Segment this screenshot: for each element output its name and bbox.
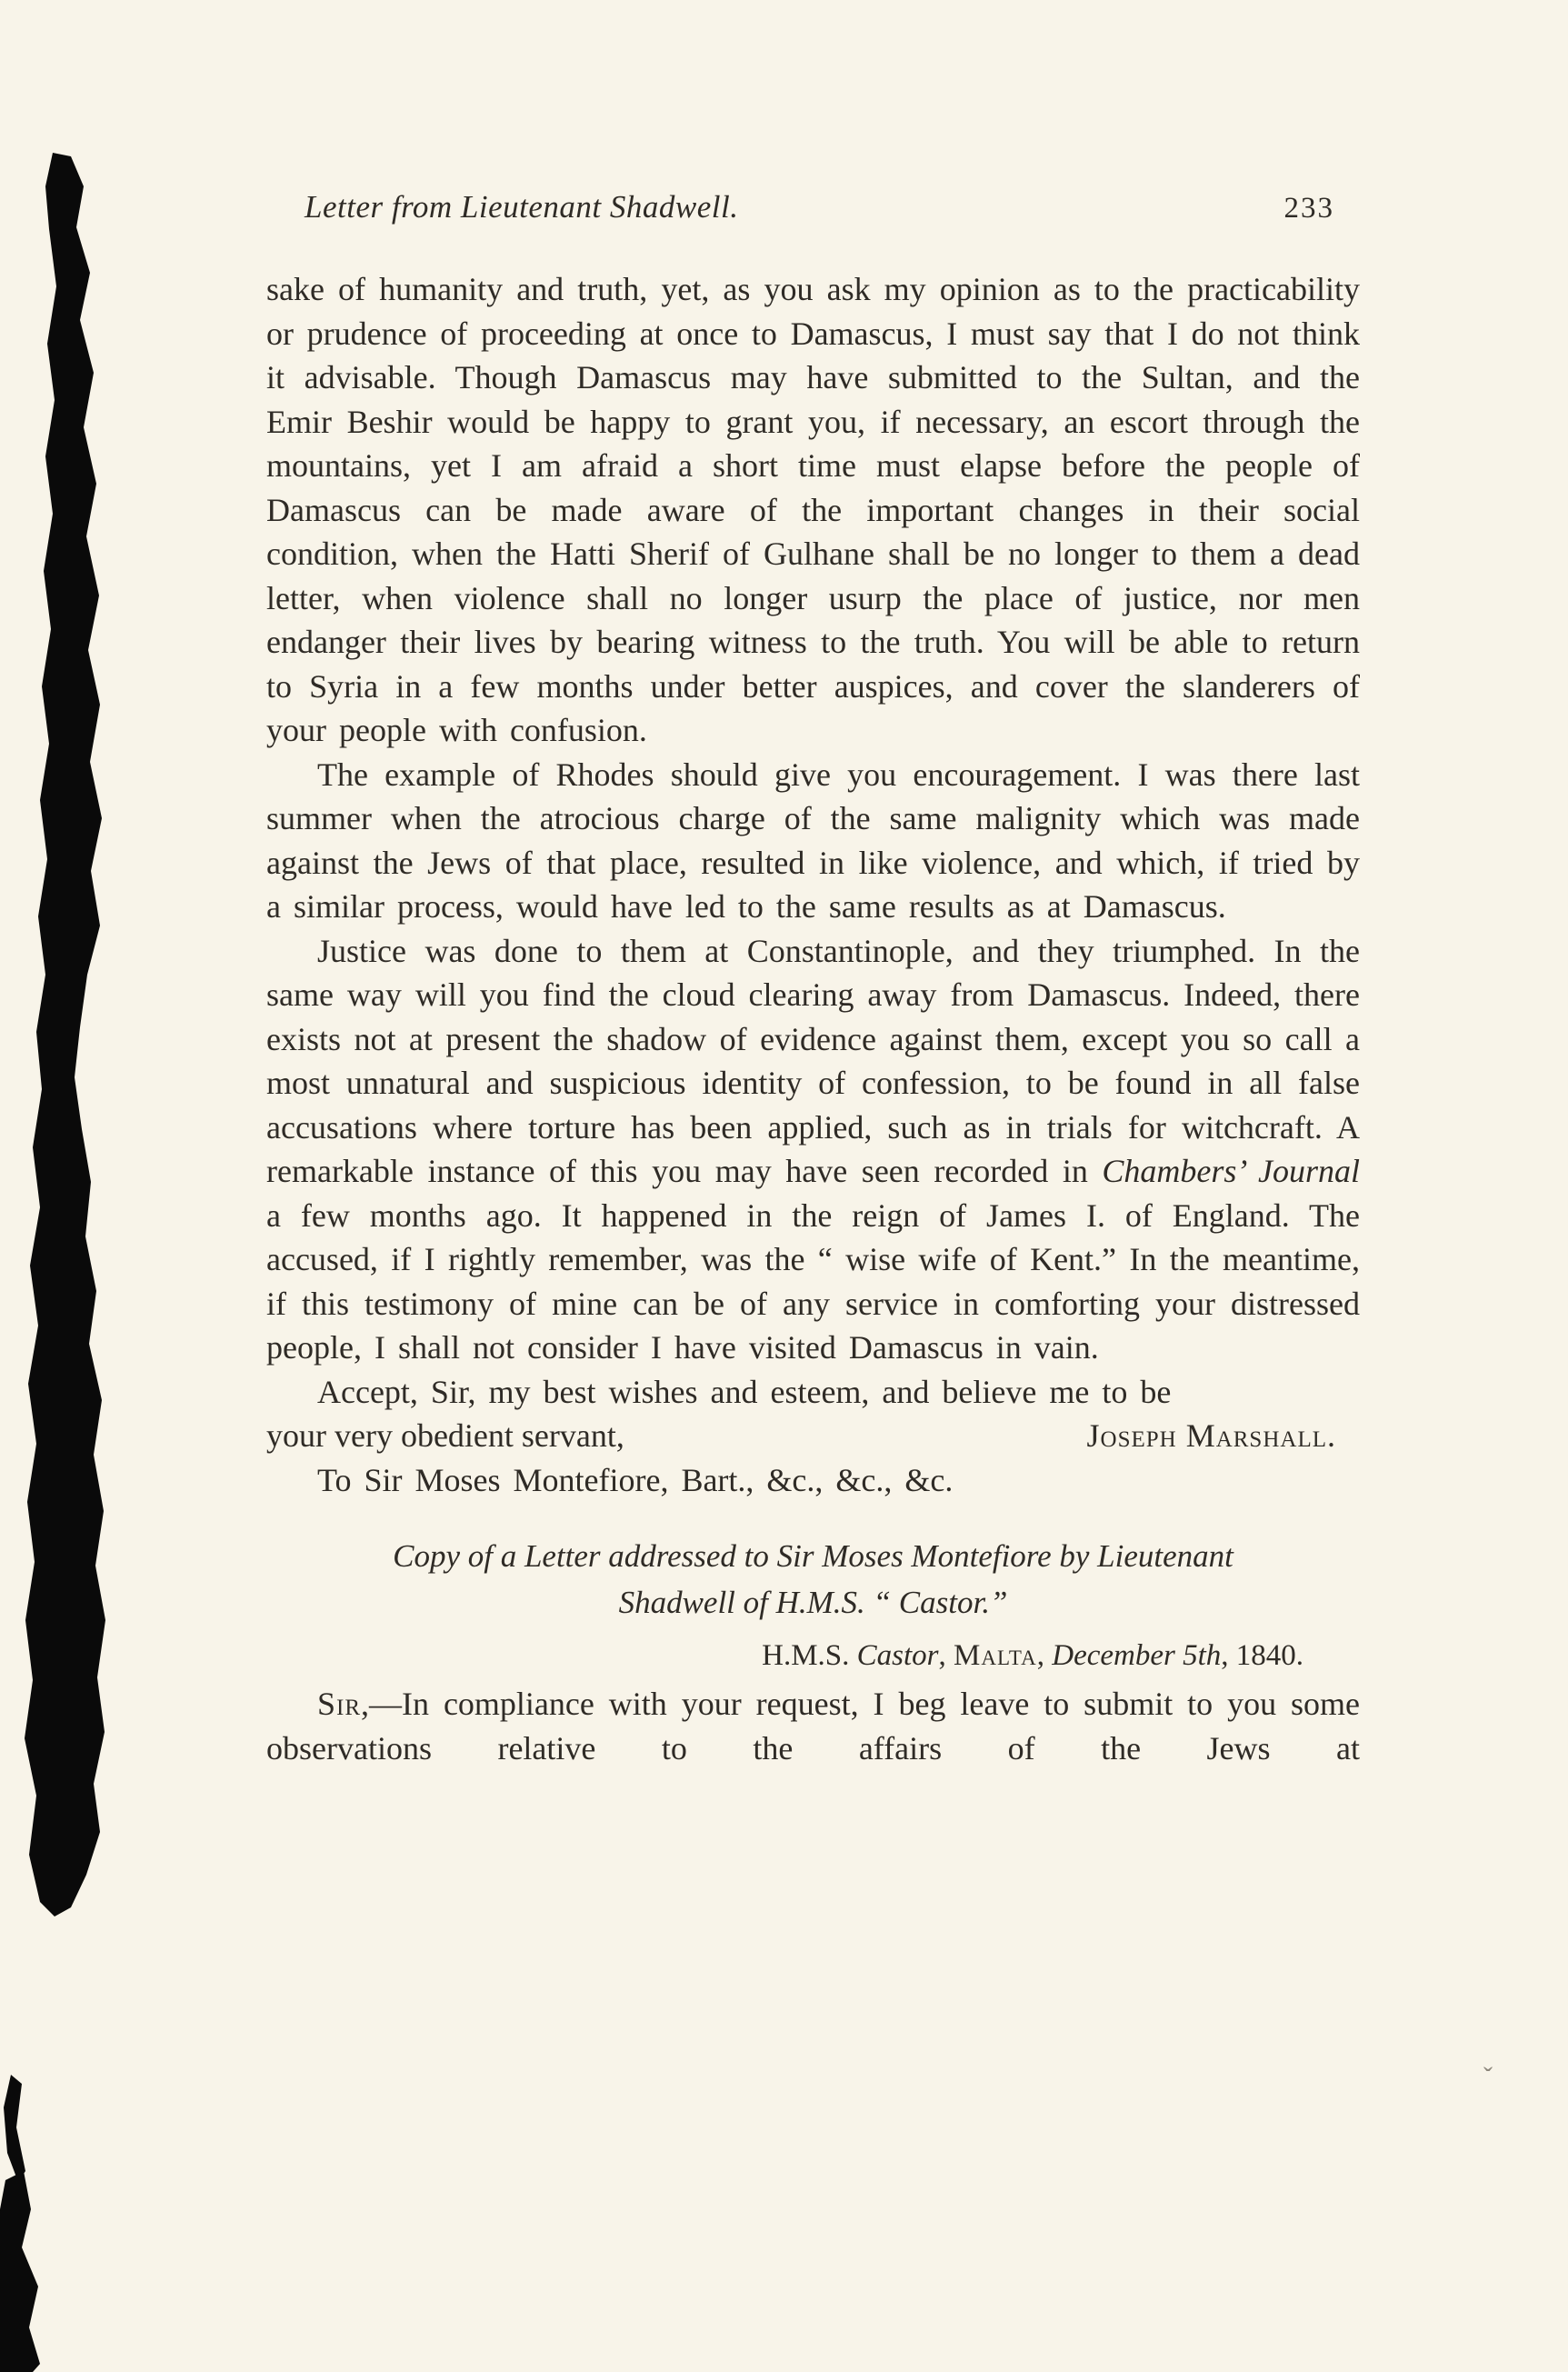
paragraph-1: sake of humanity and truth, yet, as you ask my opinion as to the practicability or prudence of proceeding at once to Damascus, I must say that I do not think it advisable. Though Damascus may have submitted to the Sultan, and the Emir Beshir would be happy to grant you, if necessary, an escort through the mountains, yet I am afraid a short time must elapse before the people of Damascus can be made aware of the important changes in their social condition, when the Hatti Sherif of Gulhane shall be no longer to them a dead letter, when violence shall no longer usurp the place of justice, nor men endanger their lives by bearing witness to the truth. You will be able to return to Syria in a few months under better auspices, and cover the slanderers of your people with confusion. xyxy=(266,271,1360,748)
ink-blob-hook xyxy=(4,2075,25,2182)
ship-name: Castor xyxy=(856,1639,939,1672)
paragraph-3-text: Justice was done to them at Constantinople, and they triumphed. In the same way will you find the cloud clearing away from Damascus. Indeed, there exists not at present the shadow of evidence against them, except you so call a most unnatural and suspicious identity of confession, to be found in all false accusations where torture has been applied, such as in trials for witchcraft. A remarkable instance of this you may have seen recorded in xyxy=(266,932,1360,1189)
place-name: Malta xyxy=(954,1639,1037,1672)
paragraph-3-text-cont: a few months ago. It happened in the reign of James I. of England. The accused, if I rightly remember, was the “ wise wife of Kent.” In the meantime, if this testimony of mine can be of any service in comforting your distressed people, I shall not consider I have visited Damascus in vain. xyxy=(266,1196,1360,1366)
paragraph-last-text: ,—In compliance with your request, I beg leave to submit to you some observations relative to the affairs of the Jews at xyxy=(266,1686,1360,1766)
running-title: Letter from Lieutenant Shadwell. xyxy=(305,189,739,225)
paragraph-last xyxy=(266,1682,1360,1770)
ink-blob-main xyxy=(25,153,105,1917)
dateline-sep-1: , xyxy=(938,1639,954,1672)
page-number: 233 xyxy=(1283,192,1334,225)
signature: Joseph Marshall. xyxy=(1086,1417,1336,1454)
closing-text: your very obedient servant, xyxy=(266,1417,624,1454)
paragraph-3 xyxy=(266,929,1360,1370)
text-block xyxy=(266,189,1360,1770)
dateline-ship-prefix: H.M.S. xyxy=(762,1639,857,1672)
dateline-date: December 5th xyxy=(1052,1639,1222,1672)
ink-blob-bottom xyxy=(0,2171,40,2372)
section-heading-line-1: Copy of a Letter addressed to Sir Moses Montefiore by Lieutenant xyxy=(393,1538,1233,1574)
dateline-year: , 1840. xyxy=(1221,1639,1303,1672)
salutation: Sir xyxy=(317,1686,362,1722)
page-header xyxy=(266,189,1360,225)
dateline-sep-2: , xyxy=(1036,1639,1053,1672)
dateline xyxy=(266,1635,1360,1676)
closing-line-2 xyxy=(266,1414,1360,1458)
binding-ink-blob xyxy=(0,0,118,2372)
section-heading xyxy=(266,1533,1360,1626)
paragraph-2: The example of Rhodes should give you encouragement. I was there last summer when the atrocious charge of the same malignity which was made against the Jews of that place, resulted in like violence, and which, if tried by a similar process, would have led to the same results as at Damascus. xyxy=(266,756,1360,925)
closing-line-1: Accept, Sir, my best wishes and esteem, and believe me to be xyxy=(317,1373,1172,1410)
journal-title: Chambers’ Journal xyxy=(1102,1153,1360,1189)
section-heading-line-2: Shadwell of H.M.S. “ Castor.” xyxy=(618,1585,1008,1620)
address-line: To Sir Moses Montefiore, Bart., &c., &c., &c. xyxy=(317,1461,954,1498)
scan-artifact-mark: ˇ xyxy=(1483,2062,1493,2092)
